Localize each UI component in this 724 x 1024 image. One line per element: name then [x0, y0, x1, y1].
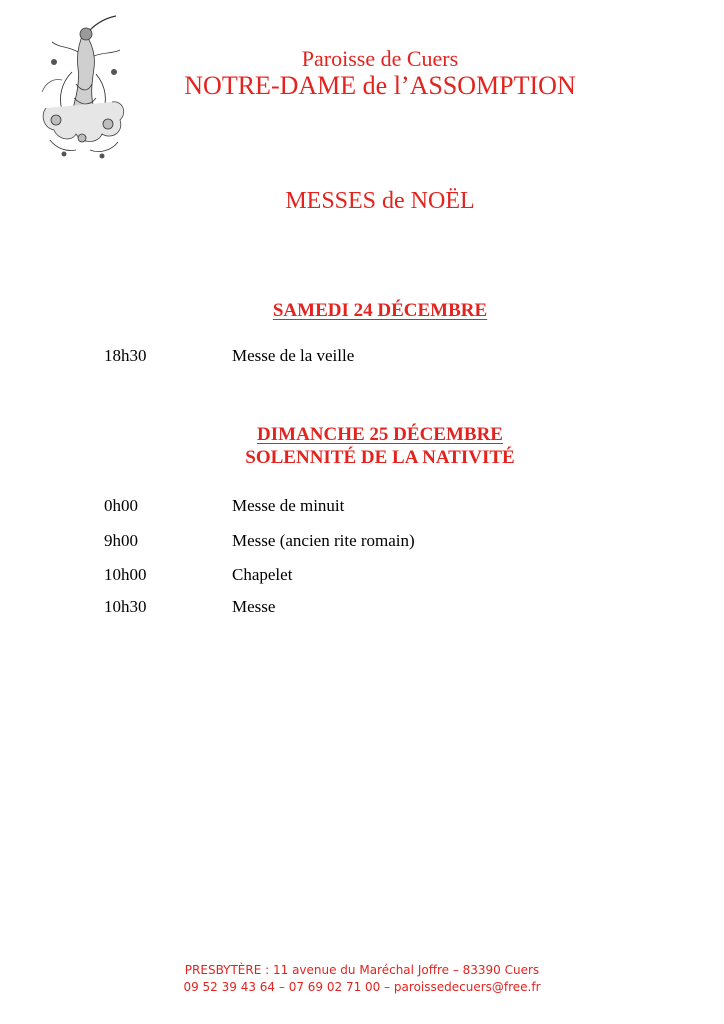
page-title: MESSES de NOËL	[285, 188, 475, 214]
schedule-time: 18h30	[104, 346, 147, 365]
assumption-engraving-icon	[32, 12, 132, 160]
presbytery-footer	[0, 962, 724, 996]
day-heading-sunday	[180, 424, 580, 470]
parish-name: Paroisse de Cuers	[301, 46, 459, 71]
day-heading-label: DIMANCHE 25 DÉCEMBRE	[257, 424, 503, 445]
day-heading-saturday	[180, 300, 580, 323]
schedule-time: 0h00	[104, 496, 138, 515]
parish-header	[130, 46, 630, 101]
day-subheading: SOLENNITÉ DE LA NATIVITÉ	[245, 446, 515, 468]
schedule-time: 9h00	[104, 531, 138, 550]
schedule-event: Messe de la veille	[232, 346, 355, 365]
footer-contact: 09 52 39 43 64 – 07 69 02 71 00 – paroissedecuers@free.fr	[183, 980, 541, 994]
schedule-time: 10h30	[104, 597, 147, 616]
footer-address: PRESBYTÈRE : 11 avenue du Maréchal Joffre – 83390 Cuers	[184, 963, 540, 977]
schedule-event: Messe de minuit	[232, 496, 345, 515]
day-heading-label: SAMEDI 24 DÉCEMBRE	[272, 300, 488, 321]
schedule-event: Messe	[232, 597, 276, 616]
schedule-event: Messe (ancien rite romain)	[232, 531, 415, 550]
schedule-time: 10h00	[104, 565, 147, 584]
church-name: NOTRE-DAME de l’ASSOMPTION	[184, 71, 576, 101]
schedule-event: Chapelet	[232, 565, 293, 584]
